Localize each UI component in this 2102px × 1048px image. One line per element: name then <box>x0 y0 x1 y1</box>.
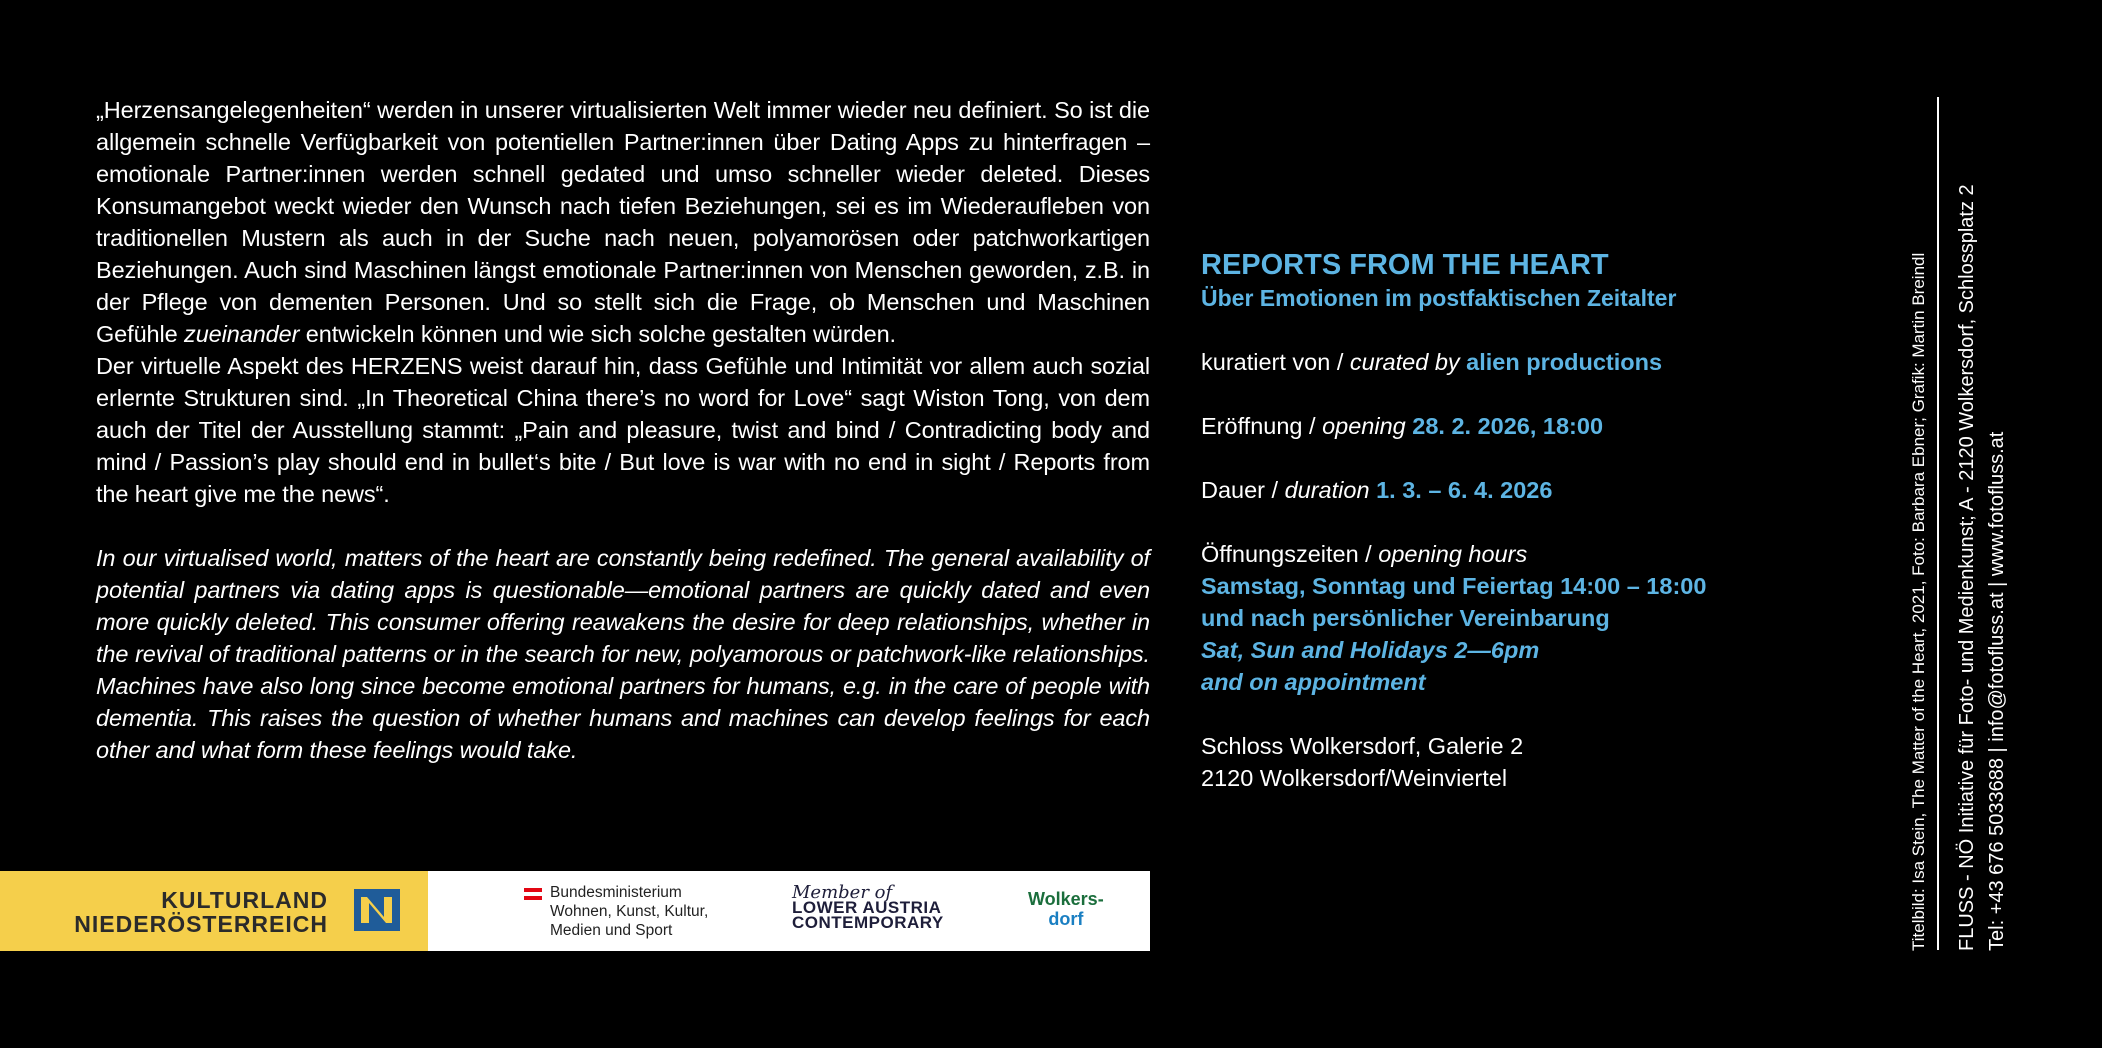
curated-label-en: curated by <box>1349 349 1460 375</box>
image-credit: Titelbild: Isa Stein, The Matter of the Heart, 2021, Foto: Barbara Ebner; Grafik: Martin Breindl <box>1909 252 1928 951</box>
ministry-line3: Medien und Sport <box>550 922 673 939</box>
hours-line2: und nach persönlicher Vereinbarung <box>1201 605 1610 631</box>
organisation-contact: Tel: +43 676 5033688 | info@fotofluss.at | www.fotofluss.at <box>1986 431 2008 951</box>
kulturland-logo <box>0 871 428 951</box>
german-text-part: entwickeln können und wie sich solche gestalten würden. <box>299 321 896 347</box>
german-paragraph-1 <box>96 94 1150 350</box>
duration-line <box>1201 474 1706 506</box>
venue-line1: Schloss Wolkersdorf, Galerie 2 <box>1201 733 1524 759</box>
hours-label-en: opening hours <box>1378 541 1528 567</box>
duration-label: Dauer / <box>1201 477 1285 503</box>
german-paragraph-2: Der virtuelle Aspekt des HERZENS weist darauf hin, dass Gefühle und Intimität vor allem auch sozial erlernte Strukturen sind. „In Theoretical China there’s no word for Love“ sagt Wiston Tong, von dem auch der Titel der Ausstellung stammt: „Pain and pleasure, twist and bind / Contradicting body and mind / Passion’s play should end in bullet‘s bite / But love is war with no end in sight / Reports from the heart give me the news“. <box>96 353 1150 507</box>
opening-label-en: opening <box>1322 413 1406 439</box>
curator-name: alien productions <box>1466 349 1663 375</box>
lac-line1: Member of <box>792 882 893 903</box>
kulturland-line2: NIEDERÖSTERREICH <box>74 911 328 937</box>
event-title: REPORTS FROM THE HEART <box>1201 249 1609 281</box>
hours-line3: Sat, Sun and Holidays 2—6pm <box>1201 637 1540 663</box>
ministry-line1: Bundesministerium <box>550 884 682 901</box>
organisation-address: FLUSS - NÖ Initiative für Foto- und Medienkunst; A - 2120 Wolkersdorf, Schlossplatz 2 <box>1956 184 1978 951</box>
duration-dates: 1. 3. – 6. 4. 2026 <box>1376 477 1553 503</box>
english-paragraph: In our virtualised world, matters of the heart are constantly being redefined. The general availability of potential partners via dating apps is questionable—emotional partners are quickly dated and even more quickly deleted. This consumer offering reawakens the desire for deep relationships, whether in the revival of traditional patterns or in the search for new, polyamorous or patchwork-like relationships. Machines have also long since become emotional partners for humans, e.g. in the care of people with dementia. This raises the question of whether humans and machines can develop feelings for each other and what form these feelings would take. <box>96 545 1150 763</box>
curated-label: kuratiert von / <box>1201 349 1350 375</box>
event-info <box>1201 248 1706 794</box>
hours-line4: and on appointment <box>1201 669 1426 695</box>
opening-line <box>1201 410 1706 442</box>
ministry-logo <box>520 883 708 940</box>
event-subtitle: Über Emotionen im postfaktischen Zeitalter <box>1201 285 1677 311</box>
ministry-line2: Wohnen, Kunst, Kultur, <box>550 903 709 920</box>
description-column <box>96 94 1150 766</box>
wolkersdorf-logo <box>1028 889 1104 929</box>
kulturland-line1: KULTURLAND <box>161 887 328 913</box>
lower-austria-contemporary-logo <box>792 882 944 932</box>
wolk-line2: dorf <box>1048 909 1084 929</box>
duration-label-en: duration <box>1284 477 1370 503</box>
opening-date: 28. 2. 2026, 18:00 <box>1412 413 1604 439</box>
curated-line <box>1201 346 1706 378</box>
german-text-emphasis: zueinander <box>184 321 300 347</box>
wolk-line1: Wolkers- <box>1028 889 1104 909</box>
sponsor-bar <box>0 871 1150 951</box>
venue-line2: 2120 Wolkersdorf/Weinviertel <box>1201 765 1508 791</box>
hours-line <box>1201 538 1706 570</box>
lac-line3: CONTEMPORARY <box>792 913 944 932</box>
opening-label: Eröffnung / <box>1201 413 1323 439</box>
hours-label: Öffnungszeiten / <box>1201 541 1379 567</box>
lac-line2: LOWER AUSTRIA <box>792 898 942 917</box>
noe-icon <box>354 889 400 931</box>
german-text-part: „Herzensangelegenheiten“ werden in unserer virtualisierten Welt immer wieder neu definiert. So ist die allgemein schnelle Verfügbarkeit von potentiellen Partner:innen über Dating Apps zu hinterfragen – emotionale Partner:innen werden schnell gedated und umso schneller wieder deleted. Dieses Konsumangebot weckt wieder den Wunsch nach tiefen Beziehungen, sei es im Wiederaufleben von traditionellen Mustern als auch in der Suche nach neuen, polyamorösen oder patchworkartigen Beziehungen. Auch sind Maschinen längst emotionale Partner:innen von Menschen geworden, z.B. in der Pflege von dementen Personen. Und so stellt sich die Frage, ob Menschen und Maschinen Gefühle <box>96 97 1150 347</box>
hours-line1: Samstag, Sonntag und Feiertag 14:00 – 18:00 <box>1201 573 1707 599</box>
austria-flag-icon <box>524 888 542 900</box>
credit-divider <box>1937 97 1939 950</box>
